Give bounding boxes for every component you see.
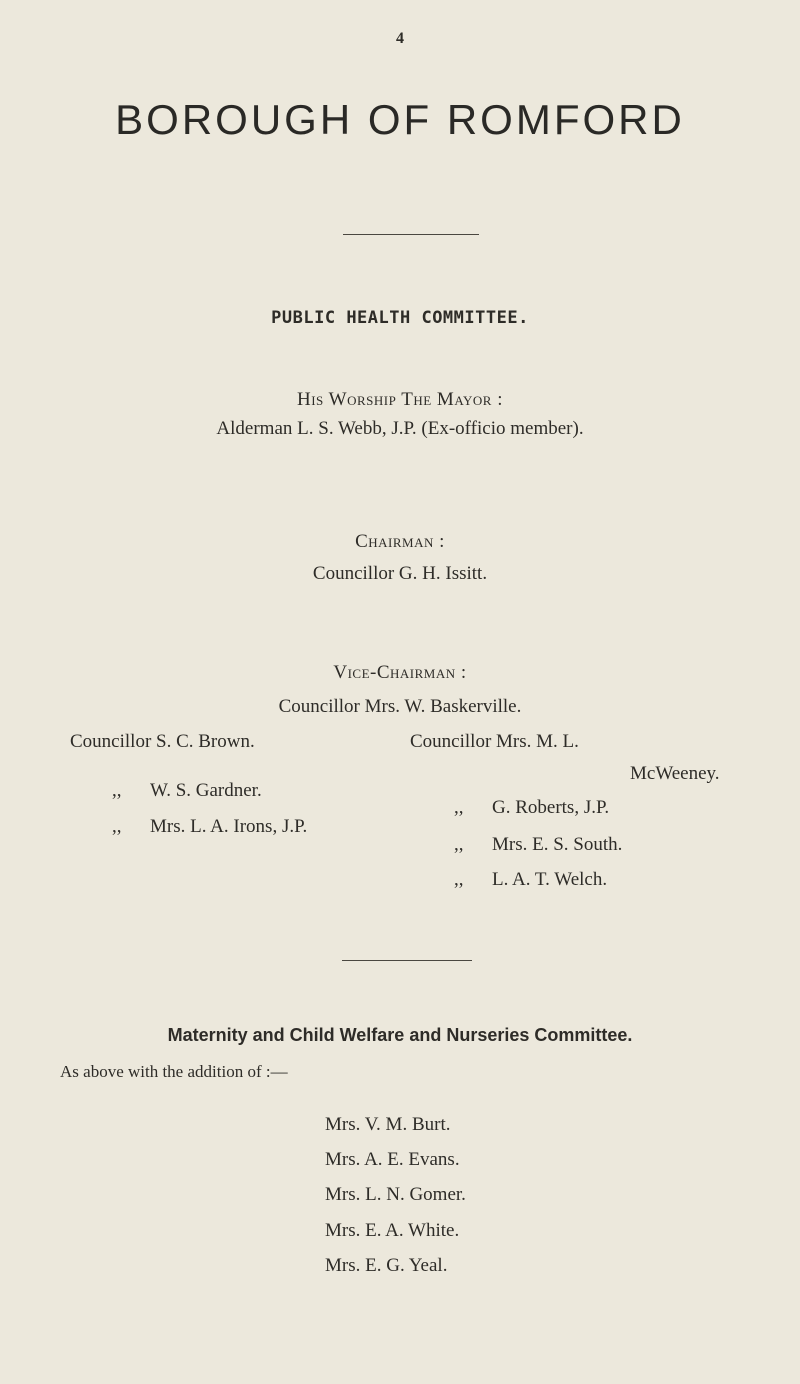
member-right-1-continued: McWeeney. [630, 763, 720, 784]
chairman-name: Councillor G. H. Issitt. [312, 563, 488, 584]
maternity-committee-heading: Maternity and Child Welfare and Nurseries Committee. [167, 1025, 633, 1045]
maternity-member: Mrs. V. M. Burt. [325, 1114, 451, 1135]
member-left-2-name: W. S. Gardner. [150, 780, 262, 801]
public-health-committee-heading: PUBLIC HEALTH COMMITTEE. [271, 308, 529, 328]
ditto-mark: ,, [454, 834, 464, 855]
member-left-3-name: Mrs. L. A. Irons, J.P. [150, 816, 308, 837]
page-number: 4 [396, 30, 404, 47]
ditto-mark: ,, [454, 797, 464, 818]
vice-chairman-name: Councillor Mrs. W. Baskerville. [278, 696, 522, 717]
member-right-3 [454, 834, 622, 856]
vice-chairman-label: Vice-Chairman : [333, 662, 467, 683]
member-right-2 [454, 797, 609, 819]
mayor-name: Alderman L. S. Webb, J.P. (Ex-officio member). [216, 418, 584, 439]
ditto-mark: ,, [454, 869, 464, 890]
member-right-4-name: L. A. T. Welch. [492, 869, 608, 890]
ditto-mark: ,, [112, 780, 122, 801]
member-right-1: Councillor Mrs. M. L. [410, 731, 579, 752]
maternity-member: Mrs. A. E. Evans. [325, 1149, 460, 1170]
member-right-4 [454, 869, 607, 891]
chairman-label: Chairman : [355, 531, 445, 552]
divider [342, 960, 472, 961]
member-left-1: Councillor S. C. Brown. [70, 731, 255, 752]
page-title: BOROUGH OF ROMFORD [115, 96, 685, 143]
member-right-3-name: Mrs. E. S. South. [492, 834, 623, 855]
maternity-member: Mrs. E. A. White. [325, 1220, 460, 1241]
maternity-member: Mrs. L. N. Gomer. [325, 1184, 466, 1205]
maternity-member: Mrs. E. G. Yeal. [325, 1255, 448, 1276]
mayor-label: His Worship The Mayor : [296, 389, 503, 410]
ditto-mark: ,, [112, 816, 122, 837]
member-right-2-name: G. Roberts, J.P. [492, 797, 610, 818]
member-left-3 [112, 816, 307, 838]
divider [343, 234, 479, 235]
member-left-2 [112, 780, 262, 802]
maternity-intro: As above with the addition of :— [60, 1062, 288, 1081]
